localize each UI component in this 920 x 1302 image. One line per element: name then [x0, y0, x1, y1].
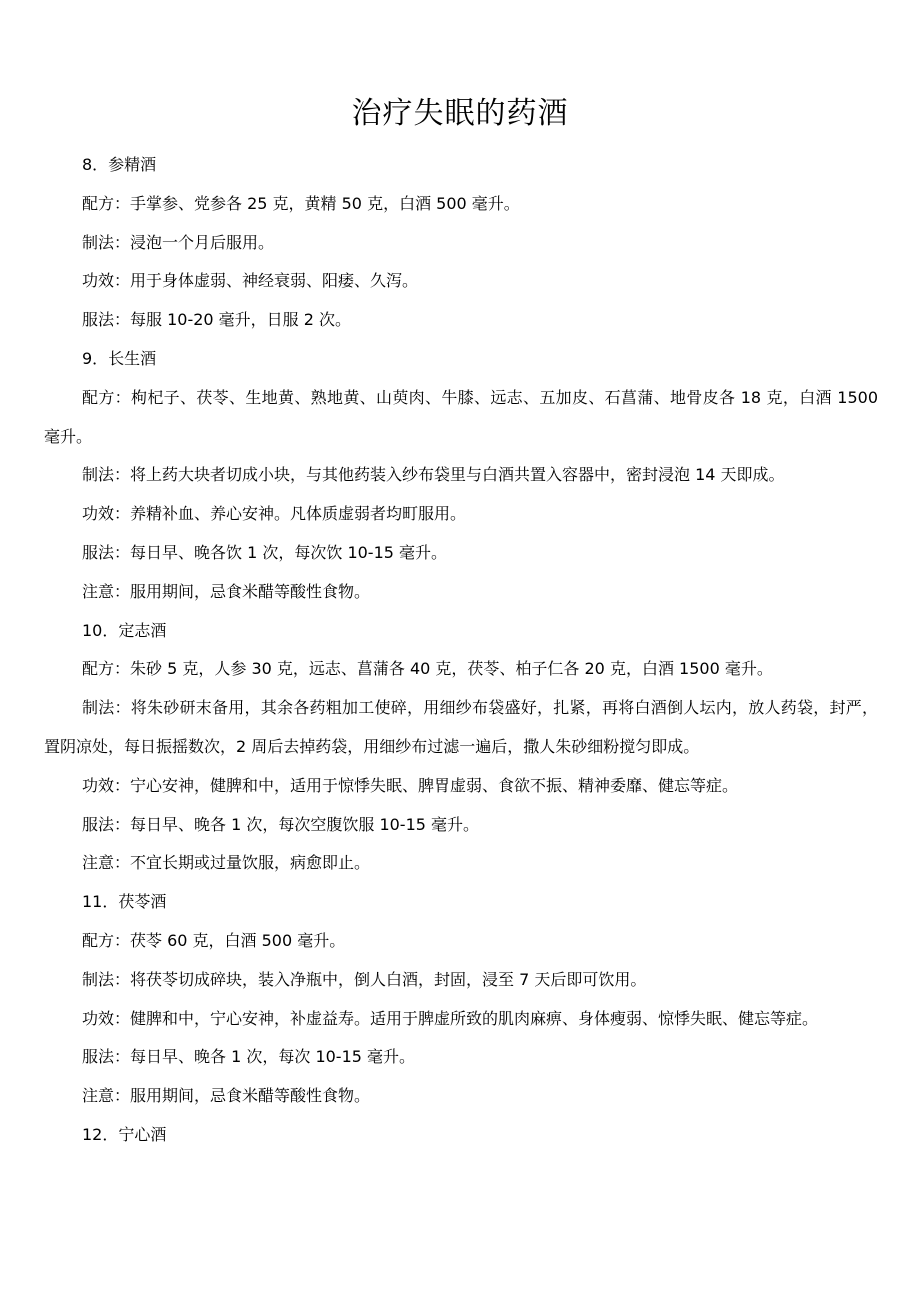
recipe-paragraph: 功效：健脾和中，宁心安神，补虚益寿。适用于脾虚所致的肌肉麻痹、身体瘦弱、惊悸失眠、健忘等症。: [82, 1008, 819, 1028]
recipe-paragraph: 制法：浸泡一个月后服用。: [82, 232, 275, 252]
document-title: 治疗失眠的药酒: [351, 96, 569, 131]
recipe-paragraph: 配方：朱砂 5 克，人参 30 克，远志、菖蒲各 40 克，茯苓、柏子仁各 20 克，白酒 1500 毫升。: [82, 659, 773, 679]
recipe-paragraph: 制法：将上药大块者切成小块，与其他药装入纱布袋里与白酒共置入容器中，密封浸泡 14 天即成。: [82, 465, 785, 485]
recipe-paragraph: 注意：不宜长期或过量饮服，病愈即止。: [82, 853, 371, 873]
recipe-paragraph: 功效：用于身体虚弱、神经衰弱、阳痿、久泻。: [82, 271, 419, 291]
recipe-paragraph: 服法：每日早、晚各 1 次，每次 10-15 毫升。: [82, 1047, 416, 1067]
recipe-paragraph: 服法：每服 10-20 毫升，日服 2 次。: [82, 310, 352, 330]
recipe-paragraph: 配方：茯苓 60 克，白酒 500 毫升。: [82, 930, 346, 950]
recipe-paragraph: 配方：枸杞子、茯苓、生地黄、熟地黄、山萸肉、牛膝、远志、五加皮、石菖蒲、地骨皮各 18 克，白酒 1500 毫升。: [44, 387, 878, 446]
section-heading: 8．参精酒: [82, 155, 157, 174]
recipe-paragraph: 制法：将茯苓切成碎块，装入净瓶中，倒人白酒，封固，浸至 7 天后即可饮用。: [82, 969, 647, 989]
recipe-paragraph: 注意：服用期间，忌食米醋等酸性食物。: [82, 1086, 371, 1106]
section-heading: 11．茯苓酒: [82, 892, 167, 912]
recipe-paragraph: 注意：服用期间，忌食米醋等酸性食物。: [82, 581, 371, 601]
recipe-paragraph: 服法：每日早、晚各 1 次，每次空腹饮服 10-15 毫升。: [82, 814, 480, 834]
document-body: [44, 146, 878, 1155]
section-heading: 10．定志酒: [82, 620, 167, 640]
section-heading: 12．宁心酒: [82, 1124, 167, 1144]
recipe-paragraph: 配方：手掌参、党参各 25 克，黄精 50 克，白酒 500 毫升。: [82, 193, 520, 213]
recipe-paragraph: 制法：将朱砂研末备用，其余各药粗加工使碎，用细纱布袋盛好，扎紧，再将白酒倒人坛内，放人药袋，封严，置阴凉处，每日振摇数次，2 周后去掉药袋，用细纱布过滤一遍后，撒人朱砂细粉搅匀即成。: [44, 698, 878, 756]
recipe-paragraph: 服法：每日早、晚各饮 1 次，每次饮 10-15 毫升。: [82, 542, 448, 562]
section-heading: 9．长生酒: [82, 348, 157, 368]
recipe-paragraph: 功效：养精补血、养心安神。凡体质虚弱者均町服用。: [82, 504, 467, 524]
recipe-paragraph: 功效：宁心安神，健脾和中，适用于惊悸失眠、脾胃虚弱、食欲不振、精神委靡、健忘等症。: [82, 775, 739, 795]
